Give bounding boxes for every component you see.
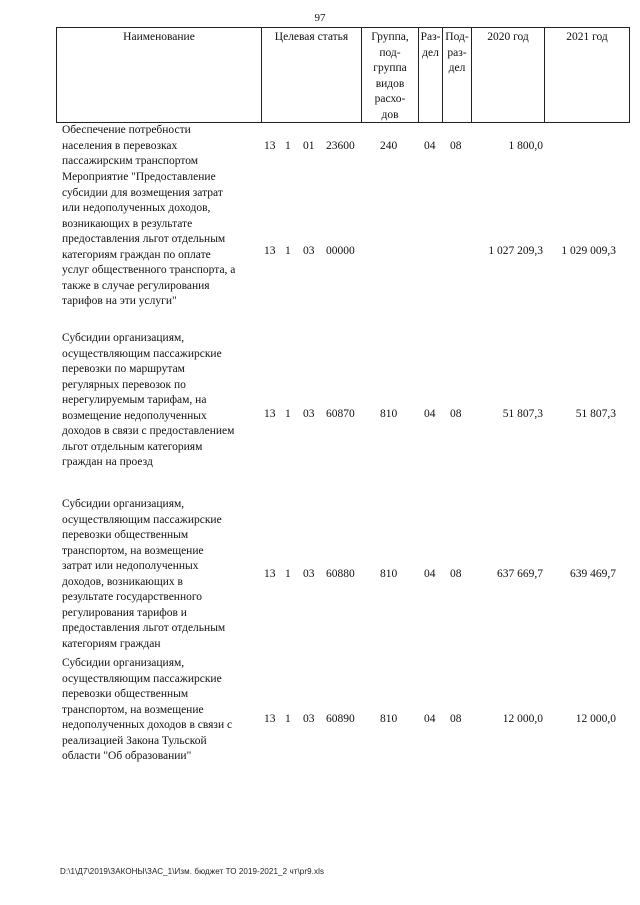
row-name-line: осуществляющим пассажирские — [62, 672, 222, 685]
row-name-line: регулирования тарифов и — [62, 606, 187, 619]
row-subprogram: 1 — [285, 140, 291, 152]
row-2021: 1 029 009,3 — [561, 245, 616, 257]
row-name-line: регулярных перевозок по — [62, 378, 186, 391]
row-subprogram: 1 — [285, 408, 291, 420]
row-name-line: также в случае регулирования — [62, 279, 210, 292]
row-subsection: 08 — [450, 140, 462, 152]
row-name-line: Мероприятие "Предоставление — [62, 171, 216, 183]
row-name-line: Субсидии организациям, — [62, 332, 185, 344]
row-name-line: услуг общественного транспорта, а — [62, 264, 236, 276]
row-2020: 12 000,0 — [502, 713, 543, 725]
header-group-line: Группа, — [371, 31, 409, 43]
header-subsection-line: раз- — [447, 46, 467, 59]
header-group — [361, 28, 418, 122]
row-program: 13 — [264, 568, 276, 580]
row-2021: 639 469,7 — [570, 568, 616, 580]
row-group: 240 — [380, 140, 398, 152]
row-section: 04 — [424, 408, 436, 420]
row-event: 03 — [303, 568, 315, 580]
header-target — [261, 28, 361, 122]
row-name-line: возникающих в результате — [62, 217, 193, 230]
row-code: 60890 — [326, 713, 355, 725]
row-name-line: Субсидии организациям, — [62, 498, 185, 510]
header-group-line: расхо- — [374, 93, 406, 105]
header-2021 — [544, 28, 630, 122]
row-2020: 637 669,7 — [497, 568, 543, 580]
row-name — [62, 170, 264, 310]
row-name-line: реализацией Закона Тульской — [62, 734, 207, 747]
row-name-line: субсидии для возмещения затрат — [62, 186, 223, 199]
row-name-line: тарифов на эти услуги" — [62, 295, 177, 307]
row-name-line: доходов в связи с предоставлением — [62, 425, 235, 437]
row-name-line: категориям граждан — [62, 637, 161, 650]
header-group-line: видов — [375, 77, 405, 90]
row-code: 60880 — [326, 568, 355, 580]
row-section: 04 — [424, 140, 436, 152]
row-name-line: возмещение недополученных — [62, 409, 207, 422]
row-event: 03 — [303, 713, 315, 725]
row-group: 810 — [380, 568, 398, 580]
header-section-line: дел — [422, 46, 439, 59]
row-name-line: Субсидии организациям, — [62, 657, 185, 669]
row-group: 810 — [380, 408, 398, 420]
row-event: 01 — [303, 140, 315, 152]
header-subsection — [442, 28, 471, 122]
table-header — [56, 27, 630, 123]
row-group: 810 — [380, 713, 398, 725]
row-subsection: 08 — [450, 408, 462, 420]
row-name-line: категориям граждан по оплате — [62, 248, 211, 261]
header-subsection-line: дел — [448, 62, 466, 74]
row-name-line: Обеспечение потребности — [62, 124, 191, 136]
row-name-line: льгот отдельным категориям — [62, 440, 203, 453]
row-subprogram: 1 — [285, 713, 291, 725]
header-group-line: под- — [379, 46, 401, 59]
row-name-line: транспортом, на возмещение — [62, 544, 204, 557]
row-name — [62, 497, 264, 652]
row-program: 13 — [264, 245, 276, 257]
row-program: 13 — [264, 408, 276, 420]
row-name-line: граждан на проезд — [62, 456, 153, 468]
row-name-line: пассажирским транспортом — [62, 155, 199, 167]
row-event: 03 — [303, 408, 315, 420]
row-subprogram: 1 — [285, 568, 291, 580]
header-group-line: дов — [381, 108, 399, 121]
row-2020: 1 027 209,3 — [488, 245, 543, 257]
page-number: 97 — [314, 12, 326, 24]
row-code: 60870 — [326, 408, 355, 420]
row-name-line: перевозки общественным — [62, 688, 189, 700]
row-name-line: результате государственного — [62, 591, 203, 603]
row-name-line: доходов, возникающих в — [62, 575, 183, 588]
header-subsection-line: Под- — [445, 31, 469, 43]
row-subprogram: 1 — [285, 245, 291, 257]
row-name-line: области "Об образовании" — [62, 750, 192, 762]
header-name — [56, 28, 261, 122]
row-name-line: перевозки по маршрутам — [62, 363, 185, 375]
header-section — [418, 28, 442, 122]
header-target-label: Целевая статья — [274, 31, 349, 43]
row-code: 00000 — [326, 245, 355, 257]
row-2021: 12 000,0 — [575, 713, 616, 725]
row-name-line: осуществляющим пассажирские — [62, 347, 222, 360]
row-program: 13 — [264, 713, 276, 725]
row-program: 13 — [264, 140, 276, 152]
row-subsection: 08 — [450, 568, 462, 580]
header-2020-label: 2020 год — [487, 31, 529, 43]
row-name-line: нерегулируемым тарифам, на — [62, 394, 207, 406]
row-name-line: транспортом, на возмещение — [62, 703, 204, 716]
header-2020 — [471, 28, 544, 122]
row-name-line: предоставления льгот отдельным — [62, 622, 226, 634]
row-2021: 51 807,3 — [575, 408, 616, 420]
header-section-line: Раз- — [420, 31, 441, 43]
header-group-line: группа — [373, 62, 407, 74]
row-section: 04 — [424, 568, 436, 580]
row-name — [62, 656, 264, 765]
row-code: 23600 — [326, 140, 355, 152]
row-name-line: предоставления льгот отдельным — [62, 233, 226, 245]
file-path-footer: D:\1\Д7\2019\ЗАКОНЫ\ЗАС_1\Изм. бюджет ТО 2019-2021_2 чт\pr9.xls — [60, 867, 325, 876]
row-name-line: осуществляющим пассажирские — [62, 513, 222, 526]
row-event: 03 — [303, 245, 315, 257]
row-name-line: перевозки общественным — [62, 529, 189, 541]
row-name-line: или недополученных доходов, — [62, 202, 211, 214]
row-name — [62, 331, 264, 471]
row-name-line: затрат или недополученных — [62, 560, 199, 572]
row-name-line: недополученных доходов в связи с — [62, 719, 233, 731]
row-name — [62, 123, 264, 170]
row-name-line: населения в перевозках — [62, 139, 178, 152]
row-2020: 51 807,3 — [502, 408, 543, 420]
header-name-label: Наименование — [123, 31, 195, 43]
header-2021-label: 2021 год — [566, 31, 608, 43]
row-subsection: 08 — [450, 713, 462, 725]
row-2020: 1 800,0 — [508, 140, 543, 152]
row-section: 04 — [424, 713, 436, 725]
